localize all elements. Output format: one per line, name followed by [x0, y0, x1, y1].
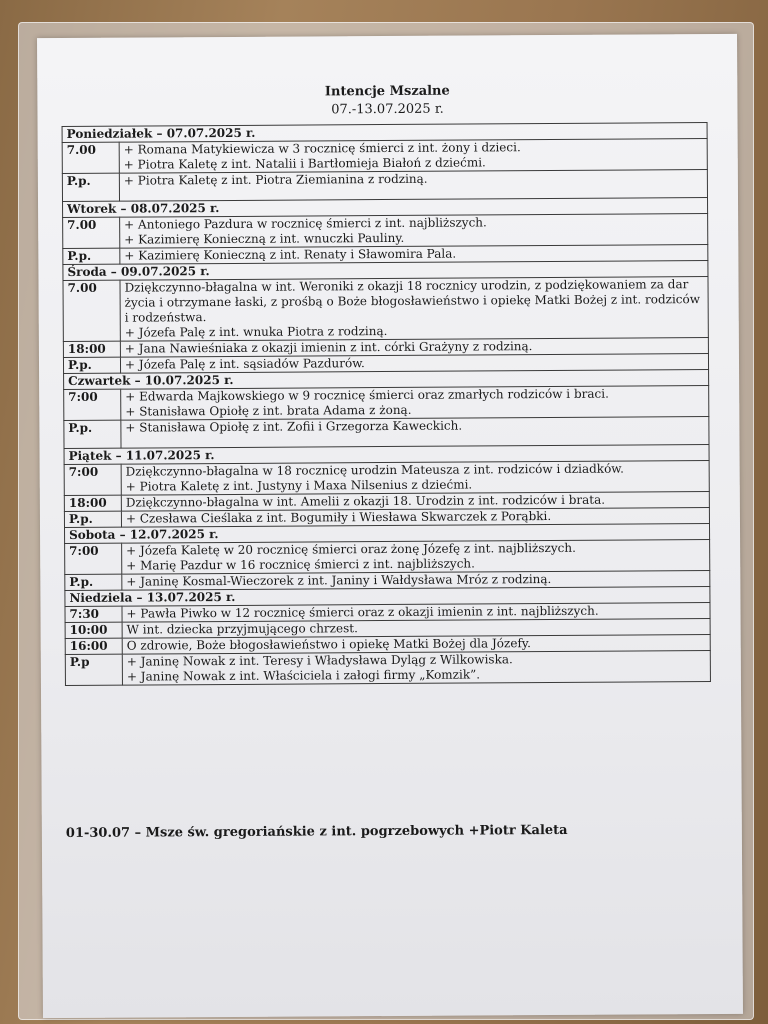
- intention-text: + Janinę Kosmal-Wieczorek z int. Janiny i Wałdysława Mróz z rodziną.: [126, 572, 552, 589]
- intention-text: + Romana Matykiewicza w 3 rocznicę śmierci z int. żony i dzieci.: [123, 140, 521, 157]
- intention-text: + Pawła Piwko w 12 rocznicę śmierci oraz z okazji imienin z int. najbliższych.: [126, 603, 599, 621]
- intention-cell: [121, 417, 709, 449]
- mass-time: 18:00: [64, 495, 121, 511]
- day-header: Piątek – 11.07.2025 r.: [64, 445, 709, 465]
- mass-time: P.p.: [63, 248, 120, 264]
- day-header: Środa – 09.07.2025 r.: [63, 261, 708, 281]
- intention-row: [64, 417, 709, 449]
- day-header: Wtorek – 08.07.2025 r.: [63, 198, 708, 218]
- intention-text: + Antoniego Pazdura w rocznicę śmierci z int. najbliższych.: [124, 215, 487, 232]
- intention-cell: [120, 214, 708, 249]
- intention-text: + Jana Nawieśniaka z okazji imienin z int. córki Grażyny z rodziną.: [124, 339, 533, 356]
- day-header: Sobota – 12.07.2025 r.: [65, 524, 710, 544]
- mass-time: P.p.: [64, 511, 121, 527]
- day-header: Czwartek – 10.07.2025 r.: [64, 370, 709, 390]
- intention-cell: [119, 170, 707, 202]
- mass-time: 7:00: [64, 464, 121, 495]
- intention-cell: [122, 540, 710, 575]
- intention-row: [62, 170, 707, 202]
- intention-cell: [122, 651, 710, 686]
- intention-text: W int. dziecka przyjmującego chrzest.: [126, 621, 358, 637]
- mass-time: 7.00: [63, 280, 120, 341]
- intention-text: + Czesława Cieślaka z int. Bogumiły i Wiesława Skwarczek z Porąbki.: [125, 509, 552, 526]
- intention-text: + Józefa Palę z int. wnuka Piotra z rodziną.: [124, 324, 388, 340]
- mass-time: 7:30: [65, 606, 122, 622]
- mass-time: 16:00: [65, 638, 122, 654]
- mass-time: 18:00: [63, 341, 120, 357]
- intention-text: Dziękczynno-błagalna w int. Amelii z okazji 18. Urodzin z int. rodziców i brata.: [125, 492, 606, 510]
- intention-text: + Piotra Kaletę z int. Justyny i Maxa Nilsenius z dziećmi.: [125, 477, 473, 494]
- intention-text: Dziękczynno-błagalna w int. Weroniki z okazji 18 rocznicy urodzin, z podziękowaniem za dar życia i otrzymane łaski, z prośbą o Boże błogosławieństwo i opiekę Matki Bożej z int. rodziców i rodzeństwa.: [124, 277, 701, 325]
- document-sheet: [37, 34, 743, 1018]
- mass-time: P.p: [65, 654, 122, 685]
- intention-row: [62, 139, 707, 174]
- intention-row: [64, 461, 709, 496]
- intention-cell: [121, 461, 709, 496]
- intention-cell: [119, 139, 707, 174]
- intention-row: [65, 651, 710, 686]
- intention-text: + Janinę Nowak z int. Teresy i Władysława Dyląg z Wilkowiska.: [126, 652, 513, 669]
- mass-time: 7.00: [63, 217, 120, 248]
- intention-text: + Marię Pazdur w 16 rocznicę śmierci z int. najbliższych.: [126, 556, 475, 573]
- intention-text: + Edwarda Majkowskiego w 9 rocznicę śmierci oraz zmarłych rodziców i braci.: [125, 386, 609, 404]
- document-title: Intencje Mszalne: [324, 83, 450, 100]
- mass-time: P.p.: [65, 574, 122, 590]
- intention-text: + Piotra Kaletę z int. Natalii i Bartłomieja Białoń z dziećmi.: [123, 155, 486, 172]
- intention-text: + Stanisława Opiołę z int. brata Adama z żoną.: [125, 402, 412, 419]
- footer-note: 01-30.07 – Msze św. gregoriańskie z int. pogrzebowych +Piotr Kaleta: [65, 822, 568, 841]
- intention-row: [64, 386, 709, 421]
- intention-text: + Józefa Palę z int. sąsiadów Pazdurów.: [124, 356, 365, 372]
- date-range: 07.-13.07.2025 r.: [331, 101, 444, 118]
- mass-time: 7:00: [64, 389, 121, 420]
- mass-time: 7.00: [62, 142, 119, 173]
- day-header: Poniedziałek – 07.07.2025 r.: [62, 123, 707, 143]
- intention-text: + Kazimierę Konieczną z int. wnuczki Pauliny.: [124, 230, 405, 247]
- mass-time: P.p.: [62, 173, 119, 201]
- intention-text: + Kazimierę Konieczną z int. Renaty i Sławomira Pala.: [124, 246, 457, 263]
- day-header: Niedziela – 13.07.2025 r.: [65, 587, 710, 607]
- mass-time: 10:00: [65, 622, 122, 638]
- intention-cell: [120, 277, 708, 342]
- intention-text: Dziękczynno-błagalna w 18 rocznicę urodzin Mateusza z int. rodziców i dziadków.: [125, 461, 624, 479]
- intention-cell: [121, 386, 709, 421]
- intention-text: + Janinę Nowak z int. Właściciela i załogi firmy „Komzik”.: [126, 667, 481, 684]
- intentions-table: [62, 122, 711, 686]
- intention-text: + Józefa Kaletę w 20 rocznicę śmierci oraz żonę Józefę z int. najbliższych.: [126, 540, 576, 558]
- mass-time: 7:00: [65, 543, 122, 574]
- mass-time: P.p.: [64, 420, 121, 448]
- intention-row: [63, 214, 708, 249]
- intention-row: [63, 277, 708, 342]
- intention-text: O zdrowie, Boże błogosławieństwo i opiekę Matki Bożej dla Józefy.: [126, 636, 531, 653]
- mass-time: P.p.: [63, 357, 120, 373]
- intention-row: [65, 540, 710, 575]
- intention-text: + Piotra Kaletę z int. Piotra Ziemianina z rodziną.: [123, 171, 428, 188]
- intention-text: + Stanisława Opiołę z int. Zofii i Grzegorza Kaweckich.: [125, 418, 463, 435]
